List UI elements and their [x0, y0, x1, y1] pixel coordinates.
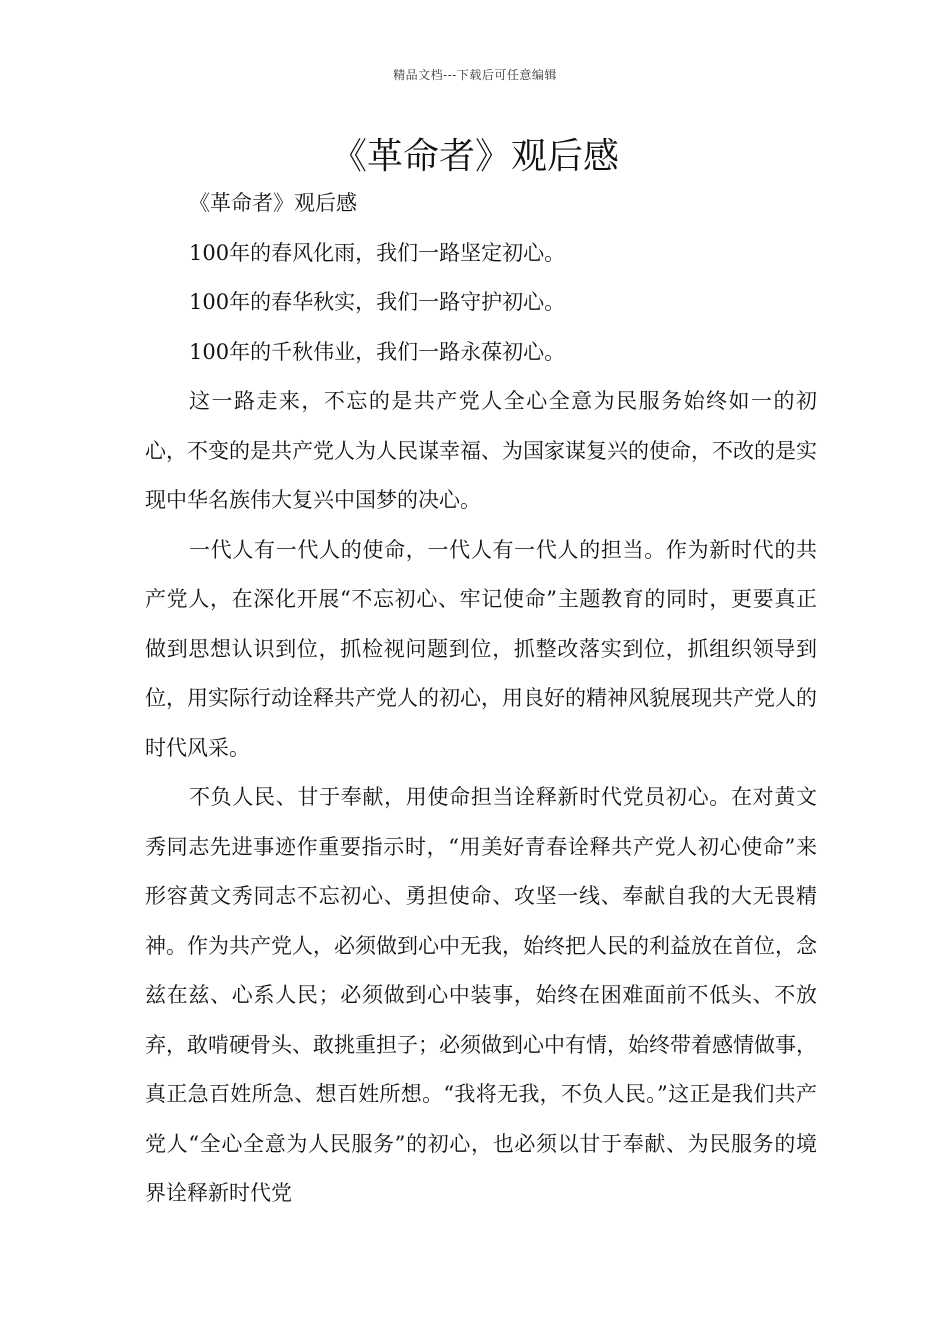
paragraph: 这一路走来，不忘的是共产党人全心全意为民服务始终如一的初心，不变的是共产党人为人民谋幸福、为国家谋复兴的使命，不改的是实现中华名族伟大复兴中国梦的决心。	[145, 389, 817, 512]
paragraph: 100年的千秋伟业，我们一路永葆初心。	[189, 339, 566, 364]
document-title: 《革命者》观后感	[330, 136, 619, 177]
document-body	[145, 179, 817, 1219]
paragraph: 100年的春华秋实，我们一路守护初心。	[189, 290, 566, 314]
paragraph: 一代人有一代人的使命，一代人有一代人的担当。作为新时代的共产党人，在深化开展“不忘初心、牢记使命”主题教育的同时，更要真正做到思想认识到位，抓检视问题到位，抓整改落实到位，抓组织领导到位，用实际行动诠释共产党人的初心，用良好的精神风貌展现共产党人的时代风采。	[145, 537, 817, 760]
paragraph: 100年的春风化雨，我们一路坚定初心。	[189, 240, 566, 265]
paragraph: 《革命者》观后感	[189, 191, 357, 215]
paragraph: 不负人民、甘于奉献，用使命担当诠释新时代党员初心。在对黄文秀同志先进事迹作重要指示时，“用美好青春诠释共产党人初心使命”来形容黄文秀同志不忘初心、勇担使命、攻坚一线、奉献自我的大无畏精神。作为共产党人，必须做到心中无我，始终把人民的利益放在首位，念兹在兹、心系人民；必须做到心中装事，始终在困难面前不低头、不放弃，敢啃硬骨头、敢挑重担子；必须做到心中有情，始终带着感情做事，真正急百姓所急、想百姓所想。“我将无我，不负人民。”这正是我们共产党人“全心全意为人民服务”的初心，也必须以甘于奉献、为民服务的境界诠释新时代党	[145, 785, 817, 1205]
page-header: 精品文档---下载后可任意编辑	[393, 68, 557, 82]
